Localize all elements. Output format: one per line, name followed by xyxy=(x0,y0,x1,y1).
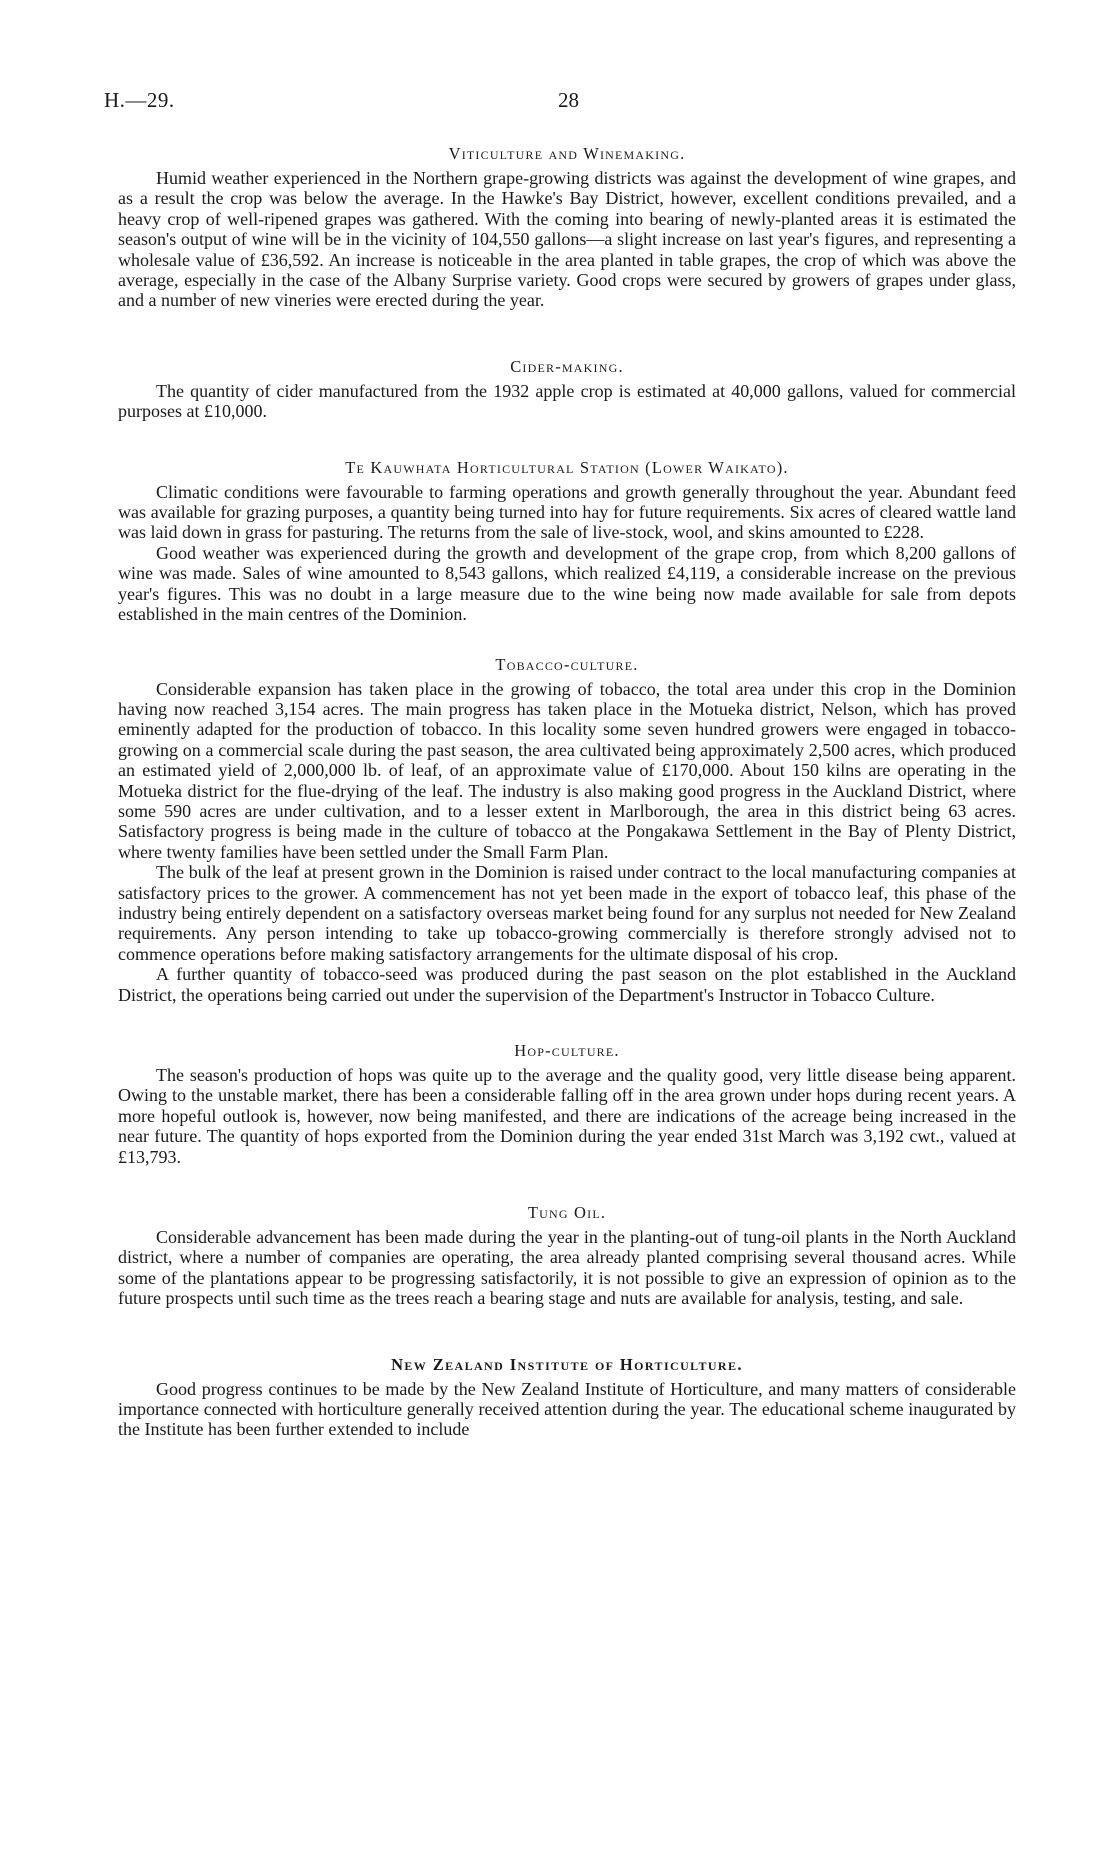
document-reference: H.—29. xyxy=(104,88,175,112)
section-heading: Hop-culture. xyxy=(514,1041,620,1060)
document-body xyxy=(118,142,1016,1440)
section-heading: Tobacco-culture. xyxy=(495,654,639,674)
paragraph: The bulk of the leaf at present grown in the Dominion is raised under contract to the local manufacturing companies at satisfactory prices to the grower. A commencement has not yet been made in the export of tobacco leaf, this phase of the industry being entirely dependent on a satisfactory overseas market being found for any surplus not needed for New Zealand requirements. Any person intending to take up tobacco-growing commercially is therefore strongly advised not to commence operations before making satisfactory arrangements for the ultimate disposal of his crop. xyxy=(118,862,1016,964)
paragraph: A further quantity of tobacco-seed was produced during the past season on the plot established in the Auckland District, the operations being carried out under the supervision of the Department's Instructor in Tobacco Culture. xyxy=(118,964,1016,1005)
section-heading: Viticulture and Winemaking. xyxy=(448,144,686,163)
spacer xyxy=(118,625,1016,655)
section-heading: New Zealand Institute of Horticulture. xyxy=(391,1354,743,1374)
paragraph: Good weather was experienced during the growth and development of the grape crop, from which 8,200 gallons of wine was made. Sales of wine amounted to 8,543 gallons, which realized £4,119, a considerable increase on the previous year's figures. This was no doubt in a large measure due to the wine being now made available for sale from depots established in the main centres of the Dominion. xyxy=(118,542,1016,625)
paragraph: Good progress continues to be made by the New Zealand Institute of Horticulture, and many matters of considerable importance connected with horticulture generally received attention during the year. The educational scheme inaugurated by the Institute has been further extended to include xyxy=(118,1378,1016,1440)
spacer xyxy=(118,311,1016,357)
section-tung-oil xyxy=(118,1203,1016,1309)
paragraph: The quantity of cider manufactured from the 1932 apple crop is estimated at 40,000 gallons, valued for commercial purposes at £10,000. xyxy=(118,380,1016,422)
paragraph: The season's production of hops was quite up to the average and the quality good, very little disease being apparent. Owing to the unstable market, there has been a considerable falling off in the area grown under hops during recent years. A more hopeful outlook is, however, now being manifested, and there are indications of the acreage being increased in the near future. The quantity of hops exported from the Dominion during the year ended 31st March was 3,192 cwt., valued at £13,793. xyxy=(118,1065,1016,1167)
spacer xyxy=(118,1167,1016,1203)
paragraph: Considerable advancement has been made during the year in the planting-out of tung-oil plants in the North Auckland district, where a number of companies are operating, the area already planted comprising several thousand acres. While some of the plantations appear to be progressing satisfactorily, it is not possible to give an expression of opinion as to the future prospects until such time as the trees reach a bearing stage and nuts are available for analysis, testing, and sale. xyxy=(118,1227,1016,1309)
page-number: 28 xyxy=(558,88,579,112)
spacer xyxy=(118,1005,1016,1041)
section-viticulture xyxy=(118,144,1016,311)
section-cider-making xyxy=(118,357,1016,422)
spacer xyxy=(118,1309,1016,1355)
section-te-kauwhata xyxy=(118,458,1016,625)
section-nz-institute-of-horticulture xyxy=(118,1355,1016,1440)
section-tobacco-culture xyxy=(118,655,1016,1006)
section-heading: Te Kauwhata Horticultural Station (Lower Waikato). xyxy=(345,457,789,477)
section-hop-culture xyxy=(118,1041,1016,1167)
section-heading: Tung Oil. xyxy=(527,1203,607,1223)
paragraph: Climatic conditions were favourable to farming operations and growth generally throughout the year. Abundant feed was available for grazing purposes, a quantity being turned into hay for future requirements. Six acres of cleared wattle land was laid down in grass for pasturing. The returns from the sale of live-stock, wool, and skins amounted to £228. xyxy=(118,481,1016,543)
section-heading: Cider-making. xyxy=(510,356,624,376)
paragraph: Considerable expansion has taken place in the growing of tobacco, the total area under this crop in the Dominion having now reached 3,154 acres. The main progress has taken place in the Motueka district, Nelson, which has proved eminently adapted for the production of tobacco. In this locality some seven hundred growers were engaged in tobacco-growing on a commercial scale during the past season, the area cultivated being approximately 2,500 acres, which produced an estimated yield of 2,000,000 lb. of leaf, of an approximate value of £170,000. About 150 kilns are operating in the Motueka district for the flue-drying of the leaf. The industry is also making good progress in the Auckland District, where some 590 acres are under cultivation, and to a lesser extent in Marlborough, the area in this district being 63 acres. Satisfactory progress is being made in the culture of tobacco at the Pongakawa Settlement in the Bay of Plenty District, where twenty families have been settled under the Small Farm Plan. xyxy=(118,678,1016,862)
paragraph: Humid weather experienced in the Northern grape-growing districts was against the development of wine grapes, and as a result the crop was below the average. In the Hawke's Bay District, however, excellent conditions prevailed, and a heavy crop of well-ripened grapes was gathered. With the coming into bearing of newly-planted areas it is estimated the season's output of wine will be in the vicinity of 104,550 gallons—a slight increase on last year's figures, and representing a wholesale value of £36,592. An increase is noticeable in the area planted in table grapes, the crop of which was above the average, especially in the case of the Albany Surprise variety. Good crops were secured by growers of grapes under glass, and a number of new vineries were erected during the year. xyxy=(118,168,1016,311)
spacer xyxy=(118,422,1016,458)
